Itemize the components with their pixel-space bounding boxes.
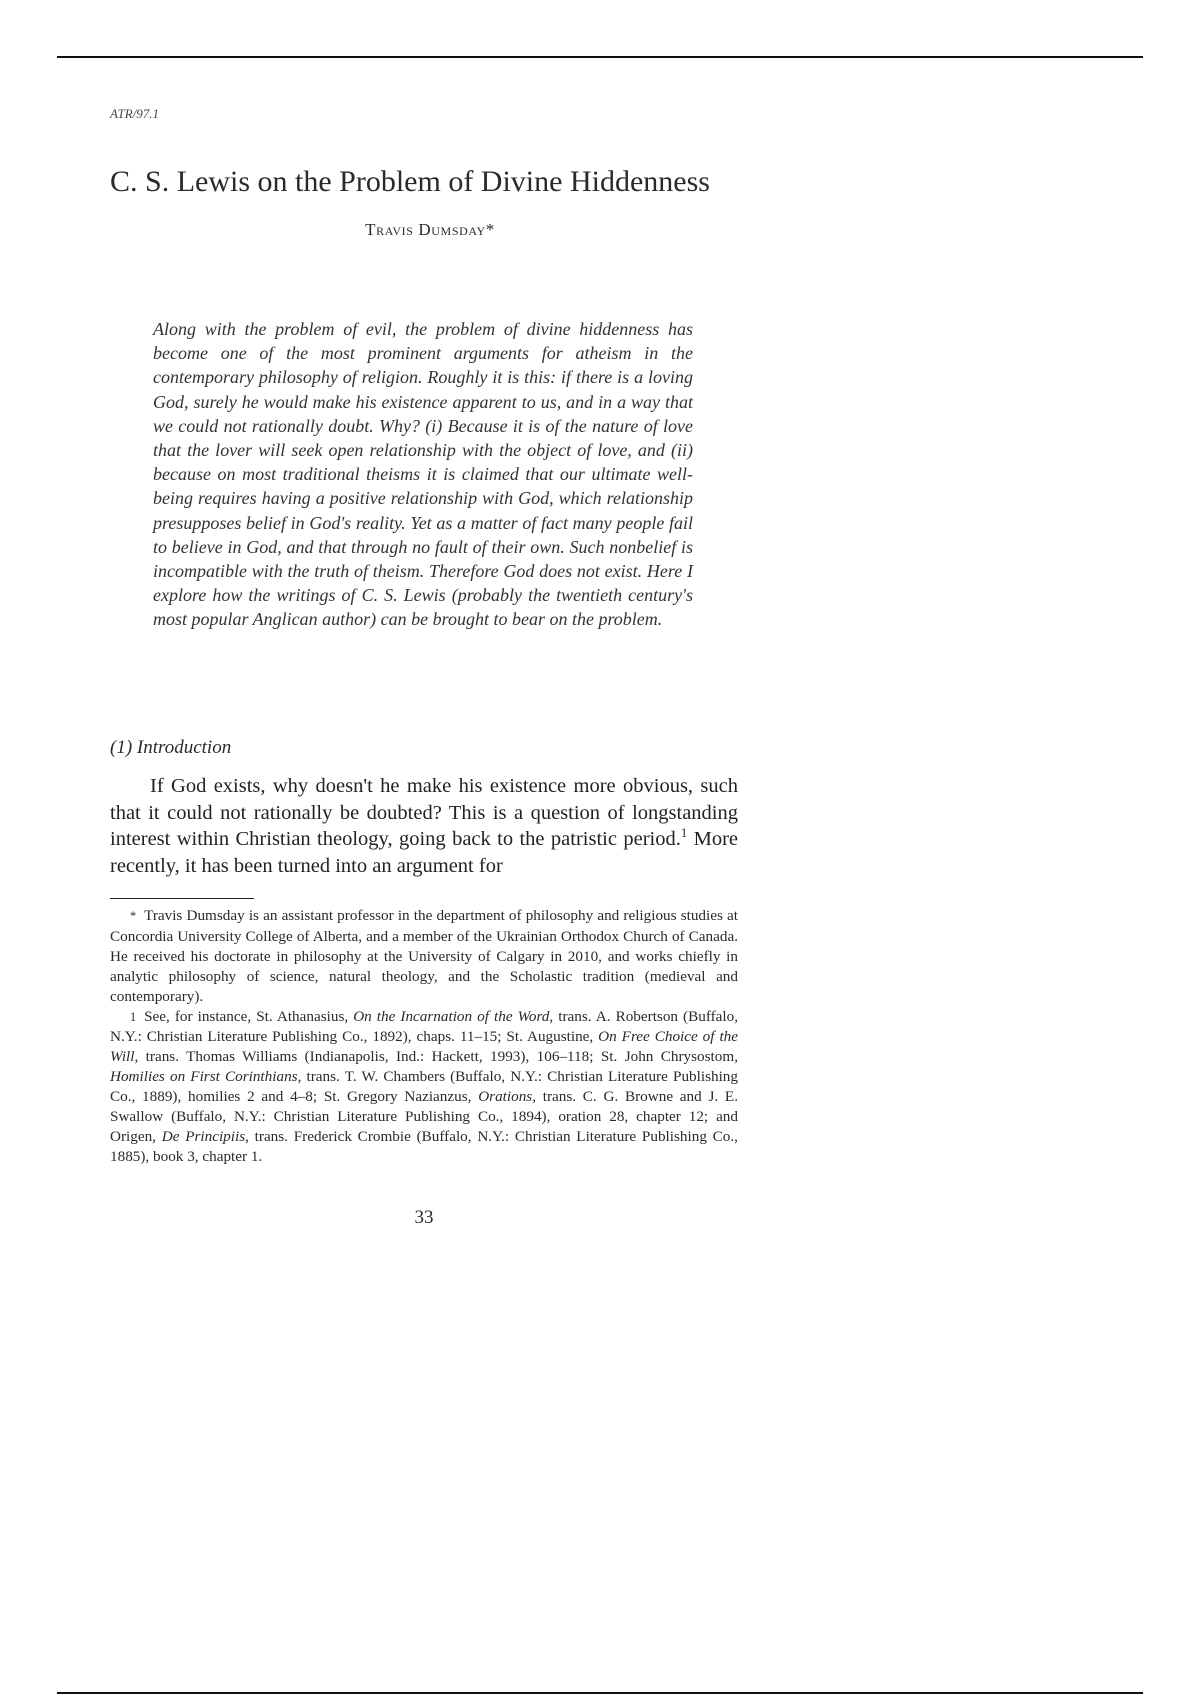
section-number: (1) bbox=[110, 737, 133, 758]
intro-paragraph bbox=[110, 773, 738, 879]
footnote-1-text: , trans. Frederick Crombie (Buffalo, N.Y.: Christian Literature Publishing Co., 1885), book 3, chapter 1. bbox=[110, 1127, 738, 1165]
footnote-1-text: , trans. Thomas Williams (Indianapolis, Ind.: Hackett, 1993), 106–118; St. John Chrysostom, bbox=[134, 1048, 738, 1066]
article-title: C. S. Lewis on the Problem of Divine Hiddenness bbox=[110, 165, 710, 198]
footnote-author-text: Travis Dumsday is an assistant professor in the department of philosophy and religious studies at Concordia University College of Alberta, and a member of the Ukrainian Orthodox Church of Canada. He received his doctorate in philosophy at the University of Calgary in 2010, and works chiefly in analytic philosophy of science, natural theology, and the Scholastic tradition (medieval and contemporary). bbox=[110, 907, 738, 1005]
footnote-1-text: See, for instance, St. Athanasius, bbox=[144, 1007, 354, 1025]
footnote-author bbox=[110, 906, 738, 1007]
work-title: Homilies on First Corinthians bbox=[110, 1068, 298, 1086]
footnotes bbox=[110, 906, 738, 1167]
footnote-1-text: , trans. T. W. Chambers (Buffalo, N.Y.: Christian Literature Publishing Co., 1889), homilies 2 and 4–8; St. Gregory Nazianzus, bbox=[110, 1068, 738, 1106]
top-rule bbox=[57, 56, 1143, 58]
author-name: Travis Dumsday* bbox=[365, 220, 495, 239]
work-title: On the Incarnation of the Word bbox=[353, 1007, 550, 1025]
footnote-1-mark: 1 bbox=[130, 1009, 137, 1024]
journal-reference: ATR/97.1 bbox=[110, 106, 159, 121]
intro-text-part2: More recently, it has been turned into an argument for bbox=[110, 828, 738, 877]
bottom-rule bbox=[57, 1692, 1143, 1694]
work-title: On Free Choice of the Will bbox=[110, 1028, 738, 1066]
footnote-star-mark: * bbox=[130, 909, 137, 923]
section-heading bbox=[110, 737, 231, 759]
footnote-1-text: , trans. C. G. Browne and J. E. Swallow (Buffalo, N.Y.: Christian Literature Publishing Co., 1894), oration 28, chapter 12; and Origen, bbox=[110, 1088, 738, 1145]
footnote-1-text: , trans. A. Robertson (Buffalo, N.Y.: Christian Literature Publishing Co., 1892), chaps. 11–15; St. Augustine, bbox=[110, 1007, 739, 1046]
section-title: Introduction bbox=[136, 737, 232, 758]
intro-text-part1: If God exists, why doesn't he make his existence more obvious, such that it could not rationally be doubted? This is a question of longstanding interest within Christian theology, going back to the patristic period. bbox=[110, 775, 738, 850]
work-title: De Principiis bbox=[161, 1127, 246, 1145]
footnote-ref-1[interactable]: 1 bbox=[680, 826, 688, 841]
page-number: 33 bbox=[414, 1207, 434, 1228]
footnote-separator bbox=[110, 898, 254, 899]
abstract: Along with the problem of evil, the problem of divine hiddenness has become one of the most prominent arguments for atheism in the contemporary philosophy of religion. Roughly it is this: if there is a loving God, surely he would make his existence apparent to us, and in a way that we could not rationally doubt. Why? (i) Because it is of the nature of love that the lover will seek open relationship with the object of love, and (ii) because on most traditional theisms it is claimed that our ultimate well-being requires having a positive relationship with God, which relationship presupposes belief in God's reality. Yet as a matter of fact many people fail to believe in God, and that through no fault of their own. Such nonbelief is incompatible with the truth of theism. Therefore God does not exist. Here I explore how the writings of C. S. Lewis (probably the twentieth century's most popular Anglican author) can be brought to bear on the problem. bbox=[153, 319, 693, 630]
footnote-1 bbox=[110, 1007, 738, 1167]
work-title: Orations bbox=[478, 1088, 533, 1106]
